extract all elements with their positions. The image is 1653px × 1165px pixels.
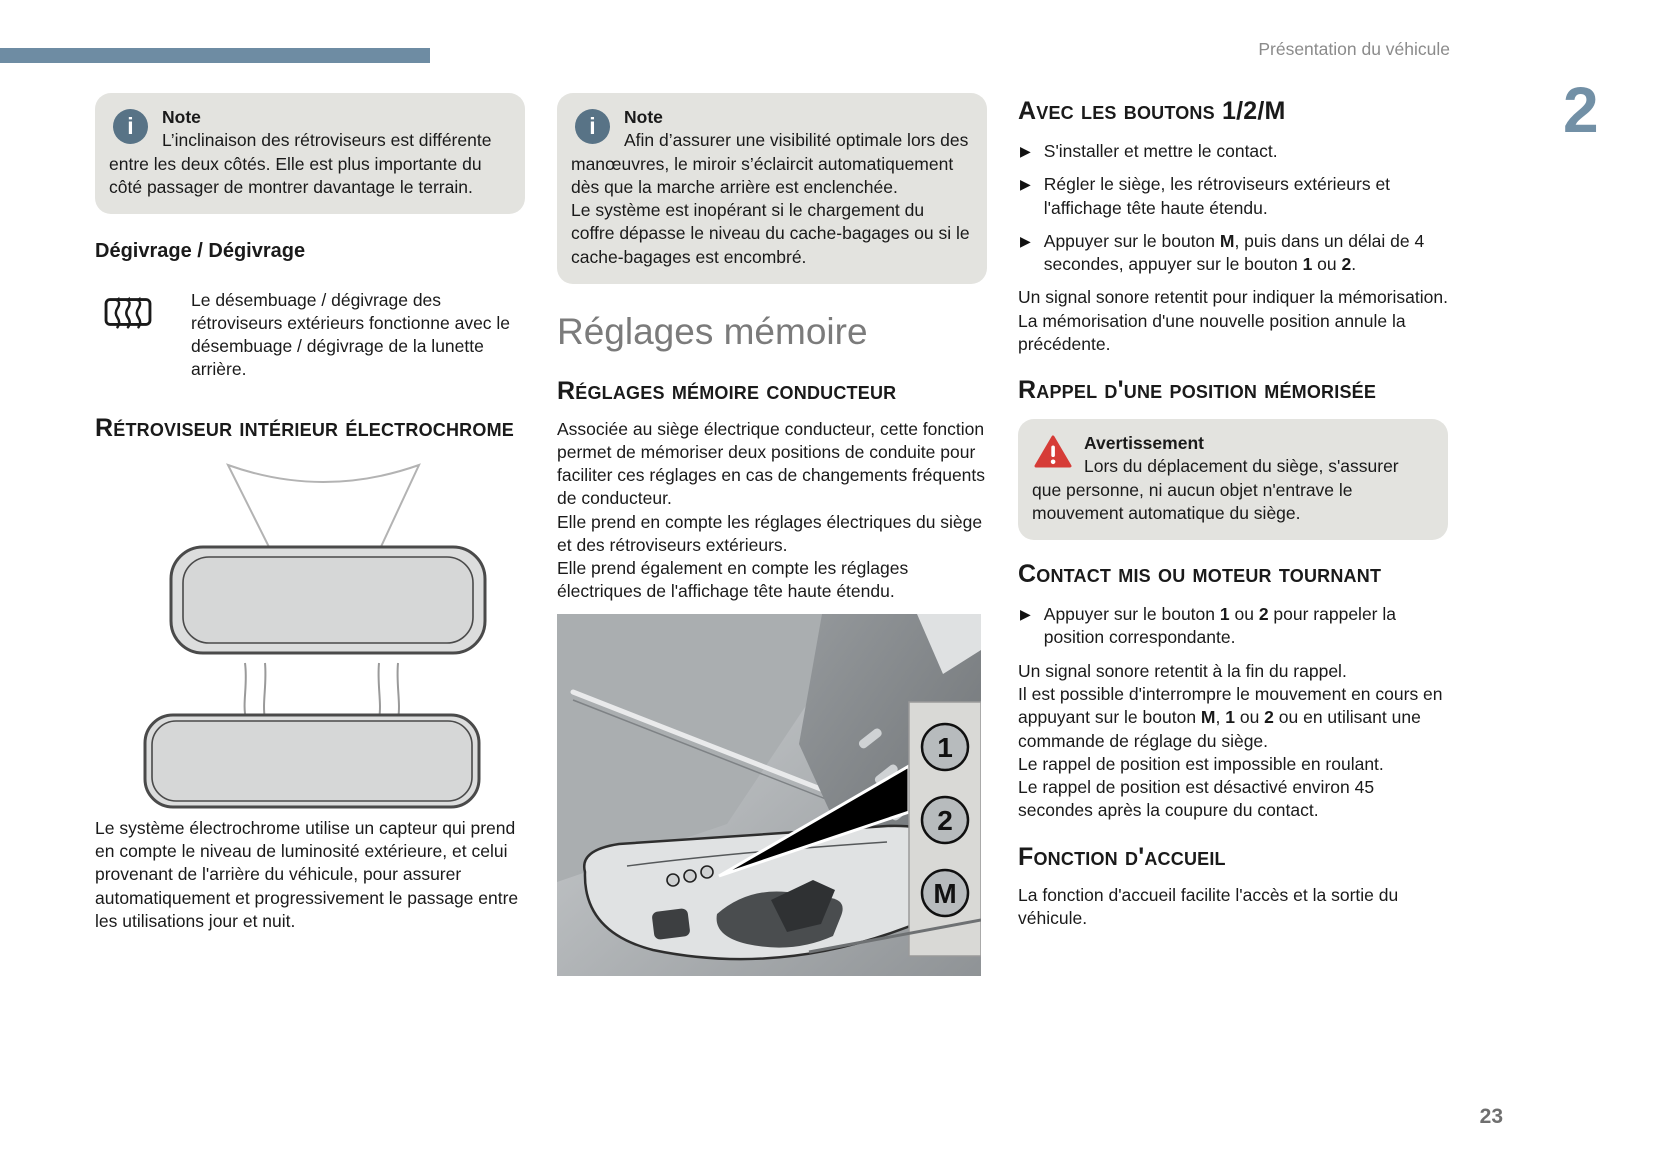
note-title: Note: [162, 107, 201, 127]
info-icon: i: [113, 109, 148, 144]
defrost-body: Le désembuage / dégivrage des rétroviseurs extérieurs fonctionne avec le désembuage / dégivrage de la lunette arrière.: [191, 289, 511, 380]
recall-paragraph: Le rappel de position est désactivé environ 45 secondes après la coupure du contact.: [1018, 777, 1375, 821]
page-header: Présentation du véhicule: [1258, 39, 1450, 59]
recall-paragraph: Le rappel de position est impossible en roulant.: [1018, 753, 1384, 774]
note-paragraph: Afin d’assurer une visibilité optimale lors des manœuvres, le miroir s’éclaircit automatiquement dès que la marche arrière est enclenchée.: [571, 130, 969, 197]
warning-body: Lors du déplacement du siège, s'assurer que personne, ni aucun objet n'entrave le mouvement automatique du siège.: [1032, 456, 1399, 523]
callout-label-2: 2: [937, 804, 953, 836]
welcome-body: La fonction d'accueil facilite l'accès et la sortie du véhicule.: [1018, 884, 1399, 928]
section-title-memory-settings: Réglages mémoire: [557, 310, 868, 352]
list-item: [1020, 230, 1448, 277]
memorisation-note: Un signal sonore retentit pour indiquer la mémorisation. La mémorisation d'une nouvelle position annule la précédente.: [1018, 287, 1448, 354]
note-title: Note: [624, 107, 663, 127]
list-item: [1020, 603, 1448, 650]
recall-paragraph: Il est possible d'interrompre le mouvement en cours en appuyant sur le bouton M, 1 ou 2 ou en utilisant une commande de réglage du siège.: [1018, 683, 1443, 751]
page-number: 23: [1479, 1105, 1503, 1128]
callout-label-1: 1: [937, 731, 953, 763]
driver-memory-paragraph: Elle prend en compte les réglages électriques du siège et des rétroviseurs extérieurs.: [557, 511, 983, 555]
bullet-text: S'installer et mettre le contact.: [1043, 141, 1278, 161]
heading-contact-on: Contact mis ou moteur tournant: [1018, 560, 1382, 589]
heading-electrochrome: Rétroviseur intérieur électrochrome: [95, 413, 514, 442]
heading-degivrage: Dégivrage / Dégivrage: [95, 240, 306, 263]
arrow-bullet-icon: ▶: [1020, 143, 1031, 159]
accent-bar: [0, 48, 430, 63]
warning-box: [1018, 419, 1448, 540]
electrochrome-body: Le système électrochrome utilise un capteur qui prend en compte le niveau de luminosité extérieure, et celui provenant de l'arrière du véhicule, pour assurer automatiquement et progressivement le passage entre les utilisations jour et nuit.: [95, 817, 519, 931]
arrow-bullet-icon: ▶: [1020, 232, 1031, 249]
info-icon: i: [575, 109, 610, 144]
recall-paragraph: Un signal sonore retentit à la fin du rappel.: [1018, 660, 1347, 681]
warning-triangle-icon: [1034, 435, 1072, 469]
bullet-text: Régler le siège, les rétroviseurs extérieurs et l'affichage tête haute étendu.: [1043, 174, 1391, 218]
note-paragraph: Le système est inopérant si le chargement du coffre dépasse le niveau du cache-bagages ou si le cache-bagages est encombré.: [571, 200, 970, 267]
heading-recall-position: Rappel d'une position mémorisée: [1018, 376, 1377, 405]
note-body: L’inclinaison des rétroviseurs est différente entre les deux côtés. Elle est plus importante du côté passager de montrer davantage le terrain.: [109, 130, 492, 197]
arrow-bullet-icon: ▶: [1020, 176, 1031, 193]
driver-memory-paragraph: Elle prend également en compte les réglages électriques de l'affichage tête haute étendu.: [557, 558, 909, 602]
warning-title: Avertissement: [1084, 433, 1204, 454]
bullet-text: Appuyer sur le bouton 1 ou 2 pour rappeler la position correspondante.: [1043, 604, 1396, 648]
note-box-mirror-tilt: [95, 93, 525, 214]
callout-label-m: M: [933, 877, 957, 909]
bullet-text: Appuyer sur le bouton M, puis dans un délai de 4 secondes, appuyer sur le bouton 1 ou 2.: [1043, 230, 1425, 275]
driver-memory-paragraph: Associée au siège électrique conducteur, cette fonction permet de mémoriser deux positions de conduite pour faciliter ces réglages en cas de changements fréquents de conducteur.: [557, 418, 986, 509]
right-column: [1018, 93, 1448, 930]
rear-window-defrost-icon: [103, 291, 153, 382]
arrow-bullet-icon: ▶: [1020, 606, 1031, 623]
chapter-number: 2: [1563, 74, 1599, 146]
rearview-mirror-illustration: [95, 457, 525, 809]
heading-with-buttons: Avec les boutons 1/2/M: [1018, 97, 1286, 125]
heading-welcome-function: Fonction d'accueil: [1018, 842, 1226, 871]
list-item: [1020, 140, 1448, 163]
seat-memory-buttons-photo: [557, 614, 981, 976]
heading-driver-memory: Réglages mémoire conducteur: [557, 376, 897, 405]
left-column: [95, 93, 525, 933]
note-box-auto-dim: [557, 93, 987, 284]
list-item: [1020, 173, 1448, 220]
defrost-row: [95, 289, 525, 382]
middle-column: [557, 93, 987, 976]
